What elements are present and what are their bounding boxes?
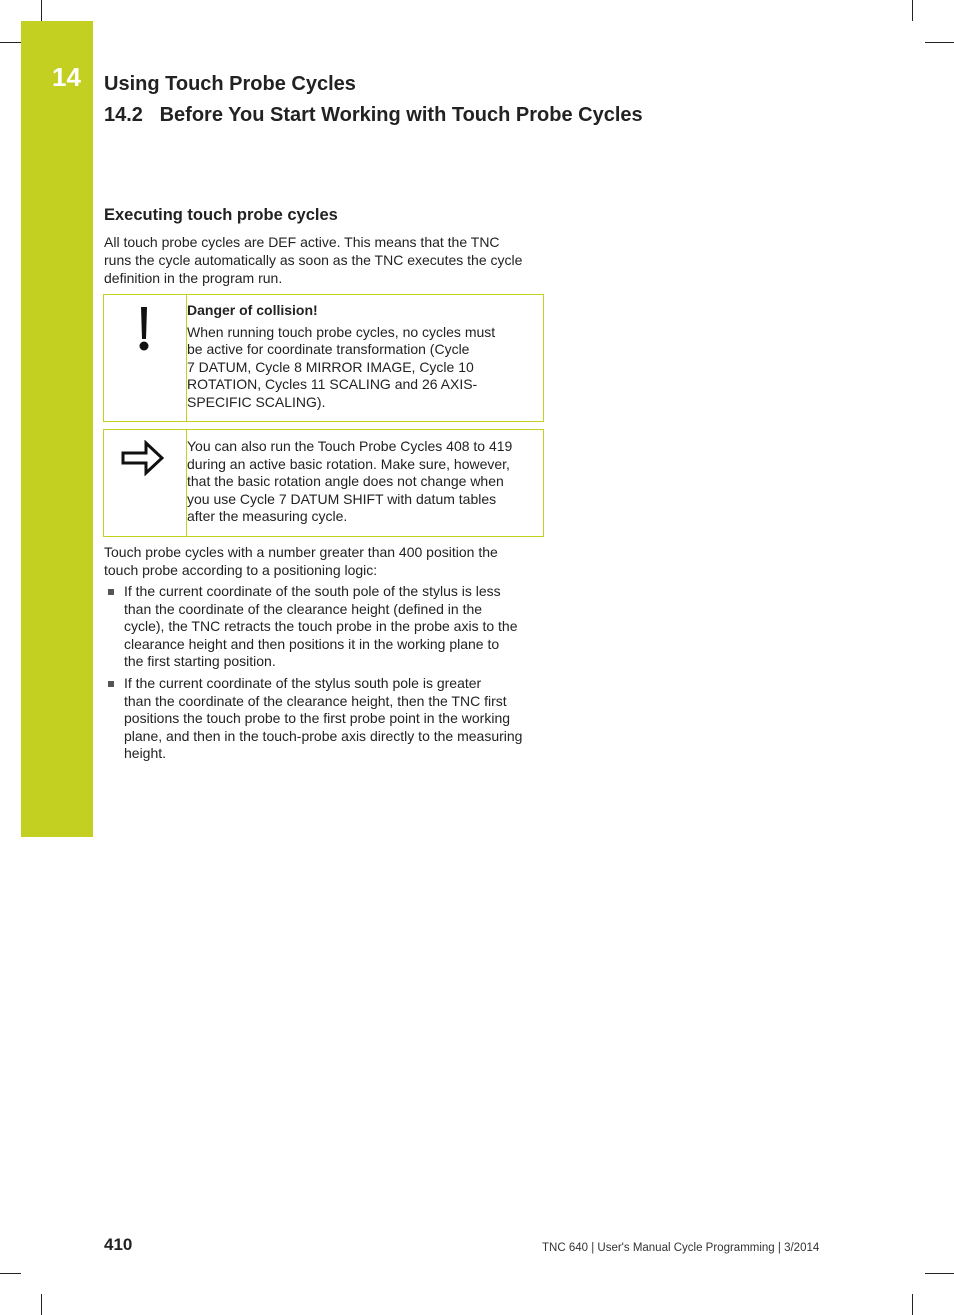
text-line: that the basic rotation angle does not change when	[187, 473, 504, 489]
subsection-heading: Executing touch probe cycles	[104, 206, 338, 224]
crop-mark	[41, 0, 42, 21]
chapter-title: Using Touch Probe Cycles	[104, 73, 356, 95]
crop-mark	[912, 0, 913, 21]
text-line: during an active basic rotation. Make sure, however,	[187, 455, 510, 472]
text-line: than the coordinate of the clearance height (defined in the	[124, 600, 483, 617]
crop-mark	[912, 1294, 913, 1315]
text-line: If the current coordinate of the south pole of the stylus is less	[124, 583, 501, 599]
note-text	[187, 438, 512, 526]
text-line: 7 DATUM, Cycle 8 MIRROR IMAGE, Cycle 10	[187, 358, 474, 375]
text-line: All touch probe cycles are DEF active. This means that the TNC	[104, 234, 500, 250]
danger-text	[187, 302, 495, 411]
crop-mark	[0, 42, 21, 43]
exclamation-icon	[135, 307, 153, 353]
footer-text: TNC 640 | User's Manual Cycle Programming | 3/2014	[542, 1242, 820, 1254]
bullet-icon	[108, 589, 114, 595]
list-item	[104, 583, 544, 671]
page-number: 410	[104, 1235, 133, 1254]
crop-mark	[0, 1273, 21, 1274]
text-line: ROTATION, Cycles 11 SCALING and 26 AXIS-	[187, 376, 478, 392]
note-box	[103, 429, 544, 537]
danger-title: Danger of collision!	[187, 302, 318, 318]
text-line: Touch probe cycles with a number greater than 400 position the	[104, 544, 498, 560]
text-line: height.	[124, 745, 167, 762]
crop-mark	[925, 42, 954, 43]
positioning-paragraph	[104, 543, 544, 579]
text-line: touch probe according to a positioning logic:	[104, 562, 378, 578]
text-line: When running touch probe cycles, no cycles must	[187, 323, 496, 340]
text-line: clearance height and then positions it in the working plane to	[124, 635, 500, 652]
danger-box	[103, 294, 544, 422]
text-line: SPECIFIC SCALING).	[187, 393, 326, 410]
text-line: the first starting position.	[124, 653, 276, 670]
text-line: plane, and then in the touch-probe axis directly to the measuring	[124, 727, 523, 744]
list-item	[104, 675, 544, 763]
text-line: definition in the program run.	[104, 270, 283, 286]
text-line: cycle), the TNC retracts the touch probe in the probe axis to the	[124, 618, 518, 635]
chapter-sidebar	[21, 21, 93, 837]
chapter-number: 14	[52, 62, 81, 92]
crop-mark	[41, 1294, 42, 1315]
text-line: runs the cycle automatically as soon as the TNC executes the cycle	[104, 252, 523, 268]
bullet-list	[104, 583, 544, 767]
text-line: If the current coordinate of the stylus south pole is greater	[124, 674, 482, 691]
text-line: you use Cycle 7 DATUM SHIFT with datum tables	[187, 490, 497, 507]
text-line: You can also run the Touch Probe Cycles 408 to 419	[187, 438, 513, 454]
text-line: than the coordinate of the clearance height, then the TNC first	[124, 692, 507, 709]
arrow-right-icon	[121, 440, 165, 476]
bullet-icon	[108, 681, 114, 687]
text-line: be active for coordinate transformation (Cycle	[187, 341, 470, 357]
text-line: positions the touch probe to the first probe point in the working	[124, 710, 511, 727]
intro-paragraph	[104, 233, 544, 287]
section-title: 14.2 Before You Start Working with Touch Probe Cycles	[104, 104, 643, 126]
text-line: after the measuring cycle.	[187, 508, 348, 524]
crop-mark	[925, 1273, 954, 1274]
